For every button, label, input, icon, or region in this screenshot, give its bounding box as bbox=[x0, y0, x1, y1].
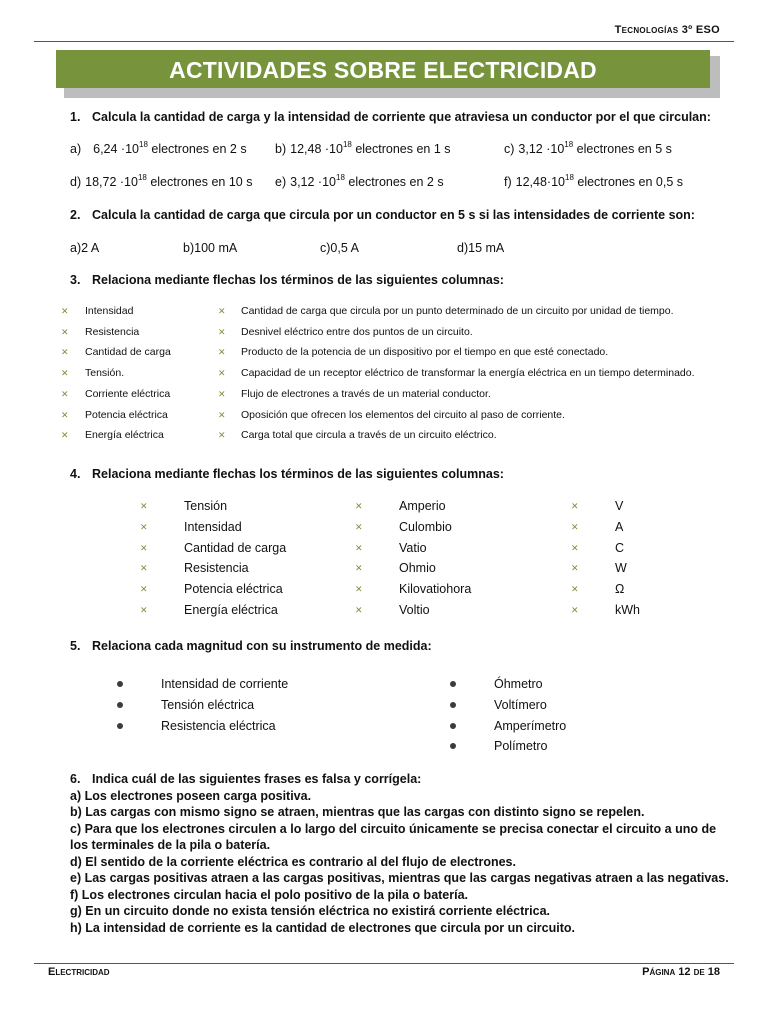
bullet-icon bbox=[450, 723, 456, 729]
q1-item-unit: electrones en 5 s bbox=[573, 142, 672, 156]
x-mark-icon: ✕ bbox=[140, 605, 148, 615]
q1-item-label: e) bbox=[275, 175, 287, 189]
q3-definition: Cantidad de carga que circula por un punto determinado de un circuito por unidad de tiempo. bbox=[241, 305, 674, 317]
question-1: 1. Calcula la cantidad de carga y la intensidad de corriente que atraviesa un conductor por el que circulan: bbox=[70, 110, 711, 124]
q1-item-label: c) bbox=[504, 142, 515, 156]
q5-instrument: Polímetro bbox=[494, 739, 548, 754]
q1-item bbox=[275, 142, 451, 156]
x-mark-icon: ✕ bbox=[355, 542, 363, 553]
q5-magnitude: Tensión eléctrica bbox=[161, 697, 255, 712]
x-mark-icon: ✕ bbox=[218, 326, 226, 337]
question-4: 4. Relaciona mediante flechas los términos de las siguientes columnas: bbox=[70, 467, 504, 481]
q6-item: h) La intensidad de corriente es la cantidad de electrones que circula por un circuito. bbox=[70, 920, 575, 935]
question-5: 5. Relaciona cada magnitud con su instrumento de medida: bbox=[70, 639, 432, 653]
footer-divider bbox=[34, 963, 734, 964]
q4-col1-item: Cantidad de carga bbox=[184, 540, 287, 555]
q4-col1-item: Tensión bbox=[184, 499, 228, 513]
q1-item bbox=[70, 142, 247, 156]
q1-item-base: 12,48 ·10 bbox=[290, 142, 343, 156]
x-mark-icon: ✕ bbox=[218, 388, 226, 399]
q4-col3-item: kWh bbox=[615, 603, 640, 617]
x-mark-icon: ✕ bbox=[61, 409, 69, 420]
q1-item-base: 3,12 ·10 bbox=[290, 175, 336, 189]
x-mark-icon: ✕ bbox=[571, 563, 579, 574]
q4-col2-item: Culombio bbox=[399, 519, 452, 534]
x-mark-icon: ✕ bbox=[140, 521, 148, 532]
x-mark-icon: ✕ bbox=[61, 388, 69, 399]
bullet-icon bbox=[450, 702, 456, 708]
q2-item: d)15 mA bbox=[457, 241, 505, 255]
q1-item bbox=[504, 142, 672, 156]
q1-item-label: f) bbox=[504, 175, 512, 189]
x-mark-icon: ✕ bbox=[140, 542, 148, 553]
x-mark-icon: ✕ bbox=[218, 409, 226, 420]
q4-col1-item: Potencia eléctrica bbox=[184, 582, 283, 597]
q1-item-exponent: 18 bbox=[139, 140, 148, 149]
question-2: 2. Calcula la cantidad de carga que circula por un conductor en 5 s si las intensidades de corriente son: bbox=[70, 208, 695, 222]
q5-instrument: Amperímetro bbox=[494, 718, 567, 733]
q1-item-base: 12,48·10 bbox=[515, 175, 565, 189]
x-mark-icon: ✕ bbox=[218, 368, 226, 379]
q1-item-label: b) bbox=[275, 142, 287, 156]
x-mark-icon: ✕ bbox=[140, 501, 148, 511]
q3-definition: Producto de la potencia de un dispositivo por el tiempo en que esté conectado. bbox=[241, 346, 609, 359]
footer-page-number: Página 12 de 18 bbox=[642, 966, 720, 978]
q1-item-unit: electrones en 2 s bbox=[344, 175, 444, 189]
q3-definition: Desnivel eléctrico entre dos puntos de un circuito. bbox=[241, 325, 473, 338]
bullet-icon bbox=[117, 702, 123, 708]
q6-item: b) Las cargas con mismo signo se atraen, mientras que las cargas con distinto signo se repelen. bbox=[70, 805, 645, 819]
bullet-icon bbox=[450, 681, 456, 687]
q1-item-exponent: 18 bbox=[565, 173, 574, 182]
q6-item: d) El sentido de la corriente eléctrica es contrario al del flujo de electrones. bbox=[70, 854, 516, 869]
q4-col2-item: Vatio bbox=[399, 540, 427, 555]
q1-item bbox=[504, 175, 683, 189]
q3-term: Resistencia bbox=[85, 325, 140, 338]
q4-col3-item: Ω bbox=[615, 582, 625, 597]
q1-item-label: a) bbox=[70, 142, 82, 156]
q3-term: Cantidad de carga bbox=[85, 346, 171, 359]
q1-item-base: 3,12 ·10 bbox=[518, 142, 565, 156]
x-mark-icon: ✕ bbox=[218, 347, 226, 358]
q4-col1-item: Intensidad bbox=[184, 519, 242, 534]
q6-item: g) En un circuito donde no exista tensión eléctrica no existirá corriente eléctrica. bbox=[70, 904, 550, 918]
x-mark-icon: ✕ bbox=[140, 584, 148, 595]
page-title: ACTIVIDADES SOBRE ELECTRICIDAD bbox=[56, 50, 710, 88]
q3-definition: Oposición que ofrecen los elementos del circuito al paso de corriente. bbox=[241, 408, 565, 421]
x-mark-icon: ✕ bbox=[355, 521, 363, 532]
q5-instrument: Óhmetro bbox=[494, 677, 543, 691]
q3-definition: Carga total que circula a través de un circuito eléctrico. bbox=[241, 429, 497, 442]
x-mark-icon: ✕ bbox=[355, 501, 363, 511]
q5-magnitude: Intensidad de corriente bbox=[161, 677, 289, 691]
q1-item-exponent: 18 bbox=[564, 140, 574, 149]
q3-definition: Capacidad de un receptor eléctrico de transformar la energía eléctrica en un tiempo determinado. bbox=[241, 367, 695, 380]
q1-item-unit: electrones en 2 s bbox=[147, 142, 247, 156]
q4-col3-item: C bbox=[615, 540, 625, 555]
bullet-icon bbox=[450, 743, 456, 749]
q4-col3-item: A bbox=[615, 519, 624, 534]
x-mark-icon: ✕ bbox=[571, 501, 579, 511]
q1-item-unit: electrones en 0,5 s bbox=[573, 175, 684, 189]
q6-item: e) Las cargas positivas atraen a las cargas positivas, mientras que las cargas negativas atraen a las negativas. bbox=[70, 871, 729, 885]
q6-item: a) Los electrones poseen carga positiva. bbox=[70, 788, 312, 803]
q6-item: c) Para que los electrones circulen a lo largo del circuito únicamente se precisa conectar el circuito a uno de los terminales de la pila o batería. bbox=[70, 821, 717, 852]
x-mark-icon: ✕ bbox=[355, 584, 363, 595]
q4-col2-item: Voltio bbox=[399, 603, 430, 617]
q4-col1-item: Resistencia bbox=[184, 561, 249, 576]
q3-term: Intensidad bbox=[85, 305, 134, 317]
question-3: 3. Relaciona mediante flechas los términos de las siguientes columnas: bbox=[70, 273, 504, 287]
x-mark-icon: ✕ bbox=[218, 306, 226, 316]
q3-definition: Flujo de electrones a través de un material conductor. bbox=[241, 387, 491, 400]
q1-item-label: d) bbox=[70, 175, 82, 189]
page-header-subject: Tecnologías 3º ESO bbox=[614, 24, 720, 36]
q3-term: Tensión. bbox=[85, 367, 125, 380]
q1-item bbox=[275, 175, 444, 189]
q4-col2-item: Amperio bbox=[399, 499, 446, 513]
q2-item: a)2 A bbox=[70, 241, 100, 255]
q3-term: Energía eléctrica bbox=[85, 429, 164, 442]
q1-item-unit: electrones en 10 s bbox=[146, 175, 253, 189]
q3-term: Corriente eléctrica bbox=[85, 387, 171, 400]
q1-item-base: 6,24 ·10 bbox=[93, 142, 139, 156]
q1-item-base: 18,72 ·10 bbox=[85, 175, 138, 189]
x-mark-icon: ✕ bbox=[61, 347, 69, 358]
x-mark-icon: ✕ bbox=[355, 605, 363, 615]
bullet-icon bbox=[117, 681, 123, 687]
q2-item: b)100 mA bbox=[183, 241, 238, 255]
q1-item-exponent: 18 bbox=[137, 173, 147, 182]
q4-col2-item: Kilovatiohora bbox=[399, 582, 472, 597]
q1-item-unit: electrones en 1 s bbox=[351, 142, 451, 156]
q6-item: f) Los electrones circulan hacia el polo positivo de la pila o batería. bbox=[70, 887, 469, 902]
q4-col1-item: Energía eléctrica bbox=[184, 603, 278, 617]
bullet-icon bbox=[117, 723, 123, 729]
x-mark-icon: ✕ bbox=[61, 326, 69, 337]
question-6-heading: 6. Indica cuál de las siguientes frases es falsa y corrígela: bbox=[70, 772, 422, 786]
q5-magnitude: Resistencia eléctrica bbox=[161, 718, 276, 733]
q3-term: Potencia eléctrica bbox=[85, 408, 168, 421]
q4-col2-item: Ohmio bbox=[399, 561, 436, 576]
x-mark-icon: ✕ bbox=[140, 563, 148, 574]
q1-item-exponent: 18 bbox=[342, 140, 352, 149]
x-mark-icon: ✕ bbox=[61, 306, 69, 316]
x-mark-icon: ✕ bbox=[355, 563, 363, 574]
x-mark-icon: ✕ bbox=[61, 430, 69, 441]
question-6 bbox=[70, 771, 730, 936]
q2-item: c)0,5 A bbox=[320, 241, 359, 255]
header-divider bbox=[34, 41, 734, 42]
q4-col3-item: W bbox=[615, 561, 627, 576]
footer-section: Electricidad bbox=[48, 966, 110, 978]
x-mark-icon: ✕ bbox=[571, 584, 579, 595]
x-mark-icon: ✕ bbox=[571, 521, 579, 532]
x-mark-icon: ✕ bbox=[218, 430, 226, 441]
q4-col3-item: V bbox=[615, 499, 624, 513]
x-mark-icon: ✕ bbox=[61, 368, 69, 379]
q1-item-exponent: 18 bbox=[336, 173, 345, 182]
q1-item bbox=[70, 175, 252, 189]
x-mark-icon: ✕ bbox=[571, 605, 579, 615]
q5-instrument: Voltímero bbox=[494, 697, 547, 712]
x-mark-icon: ✕ bbox=[571, 542, 579, 553]
